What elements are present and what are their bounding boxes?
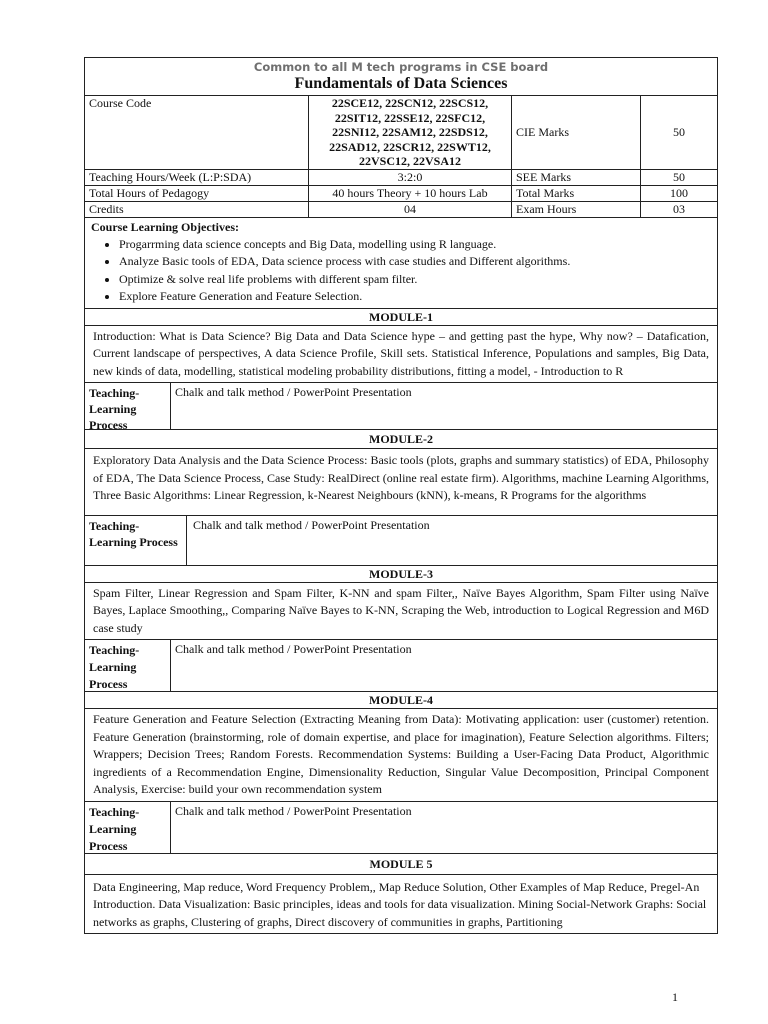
- tlp-value: Chalk and talk method / PowerPoint Presentation: [193, 517, 430, 532]
- module-2-tlp-row: [85, 516, 717, 566]
- cie-marks-value: 50: [673, 124, 685, 139]
- tlp-label: Teaching-Learning Process: [85, 640, 171, 691]
- teaching-hours-row: [85, 170, 717, 186]
- objectives-heading: Course Learning Objectives:: [91, 219, 239, 234]
- syllabus-header: [85, 58, 717, 96]
- module-5-content: Data Engineering, Map reduce, Word Frequency Problem,, Map Reduce Solution, Other Examples of Map Reduce, Pregel-An Introduction. Data Visualization: Basic principles, ideas and tools for data visualization. Mining Social-Network Graphs: Social networks as graphs, Clustering of graphs, Direct discovery of communities in graphs, Partitioning: [85, 875, 717, 935]
- credits-label: Credits: [85, 202, 309, 217]
- pedagogy-label: Total Hours of Pedagogy: [85, 186, 309, 201]
- course-codes: 22SCE12, 22SCN12, 22SCS12, 22SIT12, 22SSE12, 22SFC12, 22SNI12, 22SAM12, 22SDS12, 22SAD12, 22SCR12, 22SWT12, 22VSC12, 22VSA12: [309, 96, 512, 169]
- module-5-title: MODULE 5: [85, 854, 717, 875]
- objective-item: • Progarrming data science concepts and Big Data, modelling using R language.: [119, 236, 711, 254]
- tlp-value: Chalk and talk method / PowerPoint Presentation: [175, 803, 412, 818]
- tlp-label: Teaching-Learning Process: [85, 383, 171, 429]
- tlp-value: Chalk and talk method / PowerPoint Presentation: [175, 385, 412, 399]
- tlp-label: Teaching-Learning Process: [85, 516, 187, 565]
- module-1-title: MODULE-1: [85, 309, 717, 326]
- page-number: 1: [672, 990, 678, 1004]
- module-3-title: MODULE-3: [85, 566, 717, 583]
- teaching-hours-label: Teaching Hours/Week (L:P:SDA): [85, 170, 309, 185]
- total-marks-value: 100: [670, 185, 688, 200]
- teaching-hours-value: 3:2:0: [309, 170, 512, 185]
- exam-hours-value: 03: [673, 201, 685, 216]
- module-2-content: Exploratory Data Analysis and the Data Science Process: Basic tools (plots, graphs and summary statistics) of EDA, Philosophy of EDA, The Data Science Process, Case Study: RealDirect (online real estate firm). Algorithms, machine Learning Algorithms, Three Basic Algorithms: Linear Regression, k-Nearest Neighbours (kNN), k-means, R Programs for the algorithms: [85, 449, 717, 516]
- syllabus-table: [84, 57, 718, 934]
- objective-item: • Analyze Basic tools of EDA, Data science process with case studies and Different algorithms.: [119, 253, 711, 271]
- credits-value: 04: [309, 202, 512, 217]
- tlp-value: Chalk and talk method / PowerPoint Presentation: [175, 642, 412, 656]
- objectives-section: [85, 218, 717, 309]
- objective-item: • Explore Feature Generation and Feature Selection.: [119, 288, 711, 306]
- tlp-label: Teaching-Learning Process: [85, 802, 171, 853]
- objectives-list: [91, 236, 711, 306]
- common-board-line: Common to all M tech programs in CSE board: [253, 60, 549, 74]
- course-code-row: [85, 96, 717, 170]
- course-code-label: Course Code: [85, 96, 309, 169]
- see-marks-value: 50: [673, 169, 685, 184]
- module-1-content: Introduction: What is Data Science? Big Data and Data Science hype – and getting past the hype, Why now? – Datafication, Current landscape of perspectives, A data Science Profile, Skill sets. Statistical Inference, Populations and samples, Big Data, new kinds of data, modelling, statistical modeling probability distributions, fitting a model, - Introduction to R: [85, 326, 717, 384]
- total-marks-label: Total Marks: [512, 186, 641, 201]
- cie-marks-label: CIE Marks: [512, 96, 641, 169]
- see-marks-label: SEE Marks: [512, 170, 641, 185]
- course-title: Fundamentals of Data Sciences: [294, 75, 508, 92]
- pedagogy-value: 40 hours Theory + 10 hours Lab: [309, 186, 512, 201]
- module-2-title: MODULE-2: [85, 430, 717, 449]
- credits-row: [85, 202, 717, 218]
- pedagogy-row: [85, 186, 717, 202]
- module-4-content: Feature Generation and Feature Selection (Extracting Meaning from Data): Motivating application: user (customer) retention. Feature Generation (brainstorming, role of domain expertise, and place for imagination), Feature Selection algorithms. Filters; Wrappers; Decision Trees; Random Forests. Recommendation Systems: Building a User-Facing Data Product, Algorithmic ingredients of a Recommendation Engine, Dimensionality Reduction, Singular Value Decomposition, Principal Component Analysis, Exercise: build your own recommendation system: [85, 709, 717, 802]
- module-1-tlp-row: [85, 383, 717, 430]
- module-3-content: Spam Filter, Linear Regression and Spam Filter, K-NN and spam Filter,, Naïve Bayes Algorithm, Spam Filter using Naïve Bayes, Laplace Smoothing,, Comparing Naïve Bayes to K-NN, Scraping the Web, introduction to Logical Regression and M6D case study: [85, 583, 717, 641]
- module-4-title: MODULE-4: [85, 692, 717, 709]
- objective-item: • Optimize & solve real life problems with different spam filter.: [119, 271, 711, 289]
- module-3-tlp-row: [85, 640, 717, 692]
- module-4-tlp-row: [85, 802, 717, 854]
- exam-hours-label: Exam Hours: [512, 202, 641, 217]
